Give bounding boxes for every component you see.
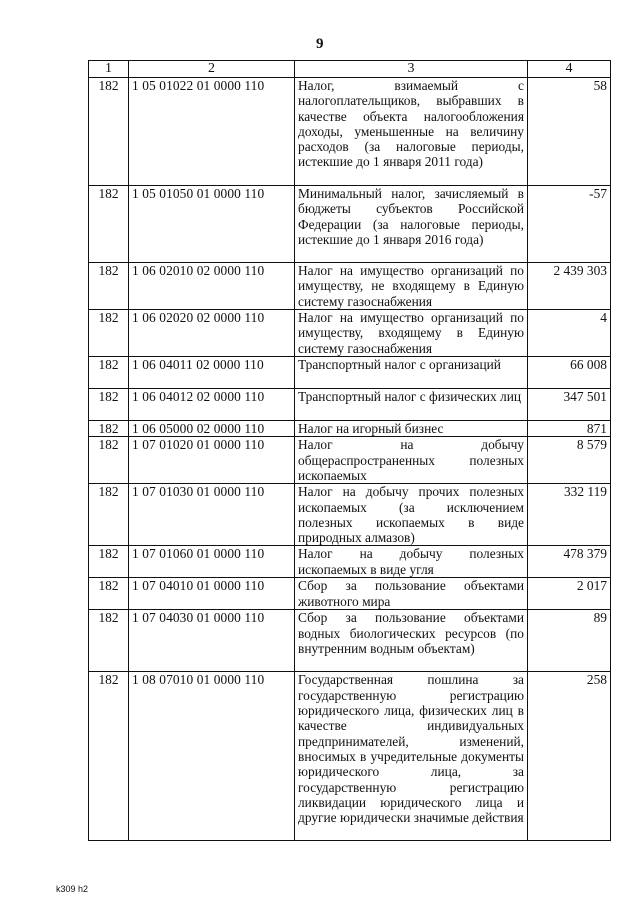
- revenue-name-cell: Налог на добычу полезных ископаемых в виде угля: [295, 546, 528, 578]
- column-header-4: 4: [528, 61, 611, 78]
- revenue-name-cell: Налог на имущество организаций по имуществу, входящему в Единую систему газоснабжения: [295, 310, 528, 357]
- budget-code-cell: 1 08 07010 01 0000 110: [129, 672, 295, 841]
- admin-code-cell: 182: [89, 263, 129, 310]
- admin-code-cell: 182: [89, 672, 129, 841]
- revenue-name-cell: Налог на имущество организаций по имуществу, не входящему в Единую систему газоснабжения: [295, 263, 528, 310]
- amount-cell: 4: [528, 310, 611, 357]
- amount-cell: 871: [528, 421, 611, 437]
- amount-cell: 332 119: [528, 484, 611, 546]
- admin-code-cell: 182: [89, 357, 129, 389]
- budget-code-cell: 1 07 01020 01 0000 110: [129, 437, 295, 484]
- table-row: [89, 186, 611, 263]
- table-row: [89, 578, 611, 610]
- amount-cell: 258: [528, 672, 611, 841]
- budget-code-cell: 1 07 01060 01 0000 110: [129, 546, 295, 578]
- budget-code-cell: 1 05 01050 01 0000 110: [129, 186, 295, 263]
- budget-code-cell: 1 05 01022 01 0000 110: [129, 78, 295, 186]
- amount-cell: 347 501: [528, 389, 611, 421]
- table-row: [89, 484, 611, 546]
- admin-code-cell: 182: [89, 437, 129, 484]
- admin-code-cell: 182: [89, 578, 129, 610]
- column-header-3: 3: [295, 61, 528, 78]
- revenue-name-cell: Транспортный налог с организаций: [295, 357, 528, 389]
- amount-cell: -57: [528, 186, 611, 263]
- amount-cell: 478 379: [528, 546, 611, 578]
- revenue-name-cell: Сбор за пользование объектами водных биологических ресурсов (по внутренним водным объектам): [295, 610, 528, 672]
- column-header-2: 2: [129, 61, 295, 78]
- revenue-name-cell: Налог, взимаемый с налогоплательщиков, выбравших в качестве объекта налогообложения доходы, уменьшенные на величину расходов (за налоговые периоды, истекшие до 1 января 2011 года): [295, 78, 528, 186]
- table-row: [89, 357, 611, 389]
- amount-cell: 2 017: [528, 578, 611, 610]
- revenue-name-cell: Налог на добычу общераспространенных полезных ископаемых: [295, 437, 528, 484]
- table-row: [89, 610, 611, 672]
- budget-code-cell: 1 07 01030 01 0000 110: [129, 484, 295, 546]
- table-row: [89, 672, 611, 841]
- budget-code-cell: 1 07 04010 01 0000 110: [129, 578, 295, 610]
- admin-code-cell: 182: [89, 310, 129, 357]
- table-row: [89, 263, 611, 310]
- amount-cell: 89: [528, 610, 611, 672]
- revenue-name-cell: Транспортный налог с физических лиц: [295, 389, 528, 421]
- amount-cell: 8 579: [528, 437, 611, 484]
- document-code-mark: k309 h2: [56, 884, 89, 894]
- admin-code-cell: 182: [89, 484, 129, 546]
- admin-code-cell: 182: [89, 389, 129, 421]
- table-row: [89, 389, 611, 421]
- amount-cell: 2 439 303: [528, 263, 611, 310]
- budget-code-cell: 1 06 02020 02 0000 110: [129, 310, 295, 357]
- table-row: [89, 437, 611, 484]
- amount-cell: 66 008: [528, 357, 611, 389]
- budget-code-cell: 1 07 04030 01 0000 110: [129, 610, 295, 672]
- budget-code-cell: 1 06 02010 02 0000 110: [129, 263, 295, 310]
- amount-cell: 58: [528, 78, 611, 186]
- table-header-row: [89, 61, 611, 78]
- revenue-name-cell: Государственная пошлина за государственную регистрацию юридического лица, физических лиц в качестве индивидуальных предпринимателей, изменений, вносимых в учредительные документы юридического лица, за государственную регистрацию ликвидации юридического лица и другие юридически значимые действия: [295, 672, 528, 841]
- revenue-name-cell: Налог на добычу прочих полезных ископаемых (за исключением полезных ископаемых в виде природных алмазов): [295, 484, 528, 546]
- revenue-name-cell: Сбор за пользование объектами животного мира: [295, 578, 528, 610]
- column-header-1: 1: [89, 61, 129, 78]
- revenue-name-cell: Налог на игорный бизнес: [295, 421, 528, 437]
- revenue-name-cell: Минимальный налог, зачисляемый в бюджеты субъектов Российской Федерации (за налоговые периоды, истекшие до 1 января 2016 года): [295, 186, 528, 263]
- table-row: [89, 421, 611, 437]
- page-number: 9: [316, 36, 324, 52]
- budget-code-cell: 1 06 04012 02 0000 110: [129, 389, 295, 421]
- revenue-table: [88, 60, 611, 841]
- budget-code-cell: 1 06 05000 02 0000 110: [129, 421, 295, 437]
- admin-code-cell: 182: [89, 186, 129, 263]
- admin-code-cell: 182: [89, 78, 129, 186]
- budget-code-cell: 1 06 04011 02 0000 110: [129, 357, 295, 389]
- table-row: [89, 546, 611, 578]
- table-row: [89, 78, 611, 186]
- table-row: [89, 310, 611, 357]
- admin-code-cell: 182: [89, 546, 129, 578]
- admin-code-cell: 182: [89, 421, 129, 437]
- admin-code-cell: 182: [89, 610, 129, 672]
